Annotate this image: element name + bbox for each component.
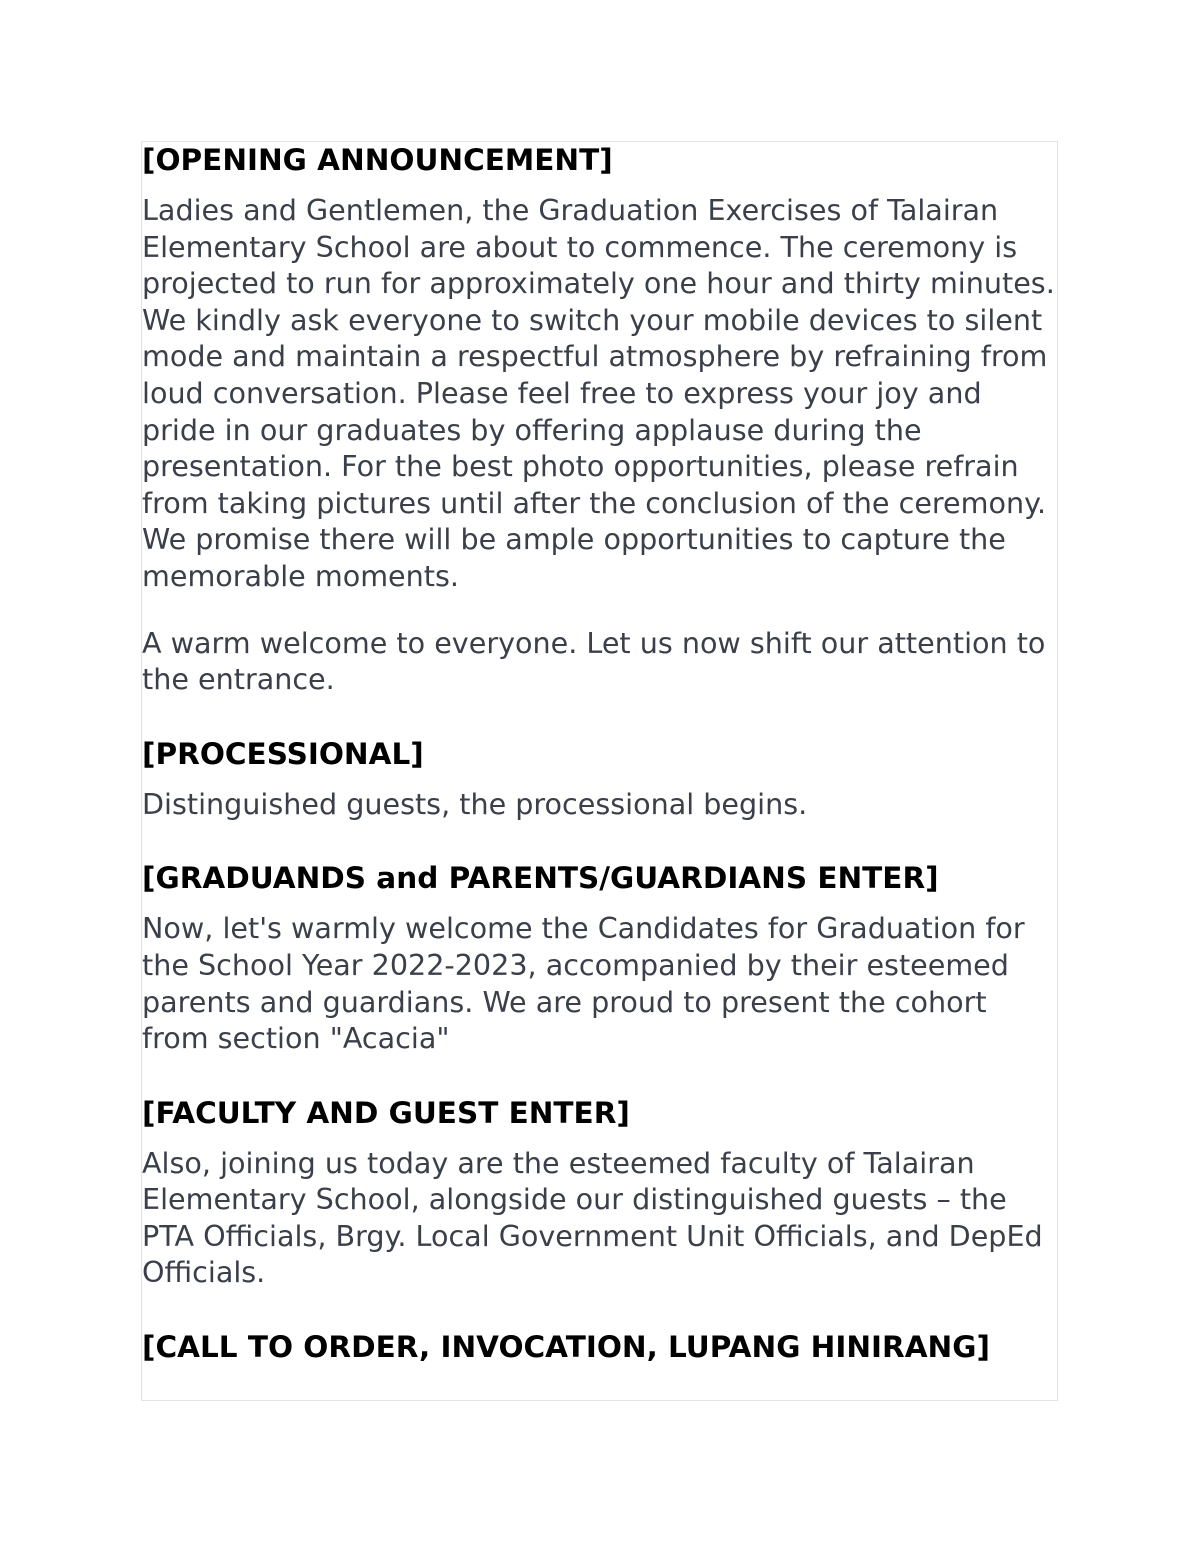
- document-content: [142, 142, 1058, 1365]
- document-page: [141, 141, 1058, 1401]
- section-heading-graduands: [GRADUANDS and PARENTS/GUARDIANS ENTER]: [142, 861, 939, 896]
- section-heading-call-to-order: [CALL TO ORDER, INVOCATION, LUPANG HINIRANG]: [142, 1330, 990, 1365]
- paragraph-graduands: Now, let's warmly welcome the Candidates for Graduation for the School Year 2022-2023, accompanied by their esteemed parents and guardians. We are proud to present the cohort from section "Acacia": [142, 911, 1025, 1056]
- paragraph-processional: Distinguished guests, the processional begins.: [142, 786, 808, 821]
- paragraph-faculty: Also, joining us today are the esteemed faculty of Talairan Elementary School, alongside our distinguished guests – the PTA Officials, Brgy. Local Government Unit Officials, and DepEd Officials.: [142, 1145, 1043, 1290]
- section-heading-opening: [OPENING ANNOUNCEMENT]: [142, 143, 613, 177]
- paragraph-opening-announcement: Ladies and Gentlemen, the Graduation Exercises of Talairan Elementary School are about to commence. The ceremony is projected to run for approximately one hour and thirty minutes. We kindly ask everyone to switch your mobile devices to silent mode and maintain a respectful atmosphere by refraining from loud conversation. Please feel free to express your joy and pride in our graduates by offering applause during the presentation. For the best photo opportunities, please refrain from taking pictures until after the conclusion of the ceremony. We promise there will be ample opportunities to capture the memorable moments.: [142, 193, 1055, 593]
- paragraph-warm-welcome: A warm welcome to everyone. Let us now shift our attention to the entrance.: [142, 625, 1046, 697]
- section-heading-processional: [PROCESSIONAL]: [142, 736, 424, 771]
- section-heading-faculty: [FACULTY AND GUEST ENTER]: [142, 1095, 630, 1130]
